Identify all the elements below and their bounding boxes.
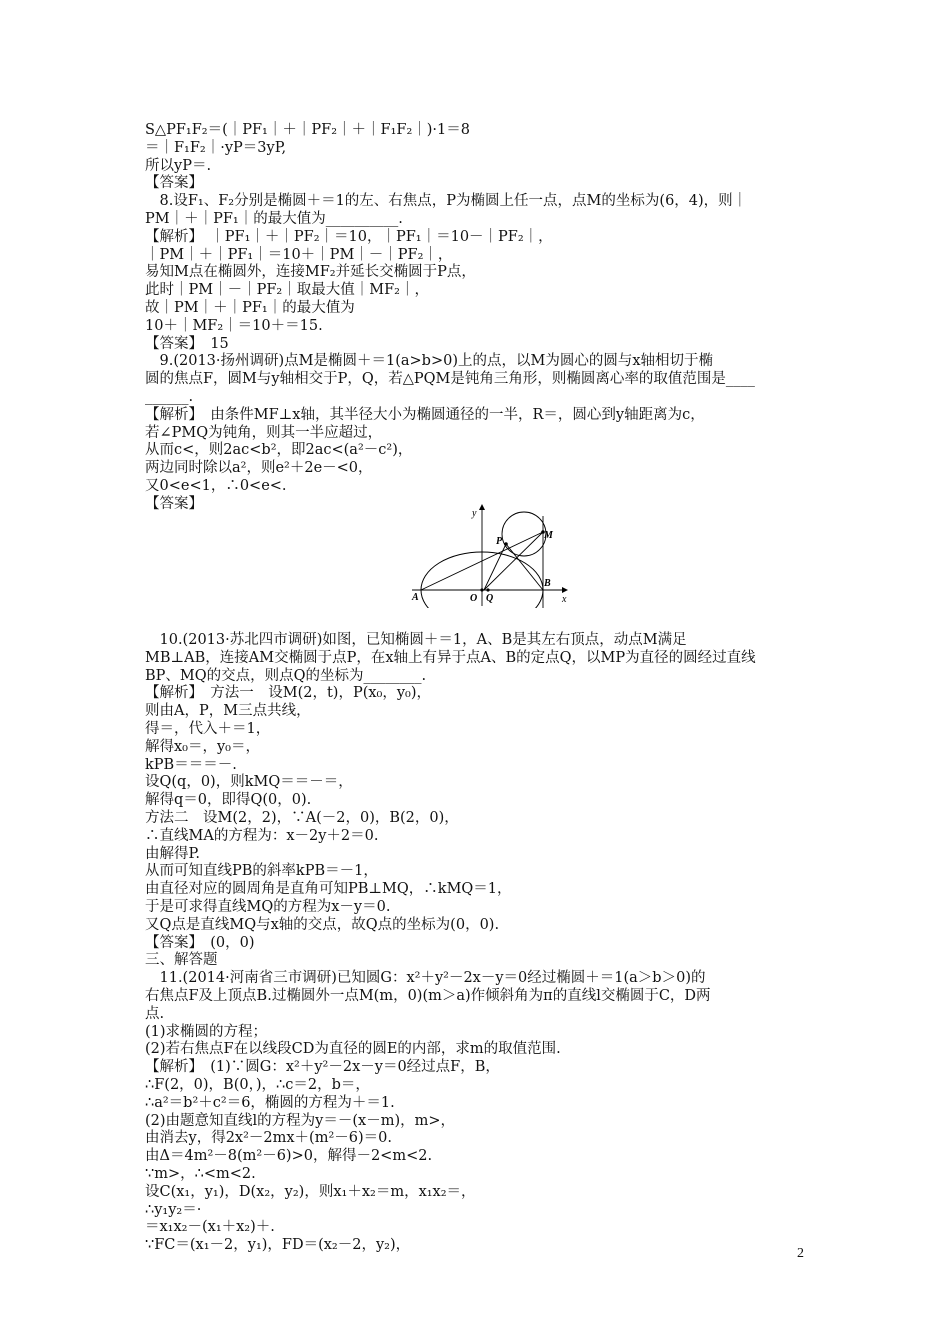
text-line: 设C(x₁，y₁)，D(x₂，y₂)，则x₁＋x₂＝m，x₁x₂＝， [145,1183,476,1200]
text-line: 【解析】 由条件MF⊥x轴，其半径大小为椭圆通径的一半，R＝，圆心到y轴距离为c， [145,406,705,423]
text-line: 于是可求得直线MQ的方程为x－y＝0. [145,898,391,915]
text-line: 【答案】 [145,175,203,192]
text-line: 三、解答题 [145,952,218,969]
text-line: 解得x₀＝，y₀＝， [145,738,260,755]
label-y: y [472,508,477,519]
text-line: ｜PM｜＋｜PF₁｜＝10＋｜PM｜－｜PF₂｜， [145,246,453,263]
text-line: ∴y₁y₂＝· [145,1201,202,1218]
text-line: 由Δ＝4m²－8(m²－6)>0，解得－2<m<2. [145,1148,433,1165]
text-line: 由消去y，得2x²－2mx＋(m²－6)＝0. [145,1130,392,1147]
text-line: PM｜＋｜PF₁｜的最大值为__________. [145,210,403,227]
label-p: P [496,536,503,547]
text-line: 又0<e<1，∴0<e<. [145,477,287,494]
text-line: (2)若右焦点F在以线段CD为直径的圆E的内部，求m的取值范围. [145,1041,561,1058]
text-line: 若∠PMQ为钝角，则其一半应超过， [145,424,383,441]
text-line: 解得q＝0，即得Q(0，0). [145,792,312,809]
text-line: 此时｜PM｜－｜PF₂｜取最大值｜MF₂｜， [145,282,429,299]
point-p [504,542,508,546]
text-line: 右焦点F及上顶点B.过椭圆外一点M(m，0)(m＞a)作倾斜角为π的直线l交椭圆于C，D两 [145,987,711,1004]
text-line: 11.(2014·河南省三市调研)已知圆G：x²＋y²－2x－y＝0经过椭圆＋＝1(a＞b＞0)的 [145,970,706,987]
x-axis-arrow [562,587,568,593]
text-line: ∵m>，∴<m<2. [145,1165,256,1182]
text-line: 10＋｜MF₂｜＝10＋＝15. [145,317,323,334]
line-pq [484,544,506,590]
text-line: 从而可知直线PB的斜率kPB＝－1， [145,863,378,880]
text-line: 从而c<，则2ac<b²，即2ac<(a²－c²)， [145,442,413,459]
text-line: MB⊥AB，连接AM交椭圆于点P，在x轴上有异于点A、B的定点Q，以MP为直径的圆经过直线 [145,649,756,666]
text-line: ∴直线MA的方程为：x－2y＋2＝0. [145,827,379,844]
label-q: Q [486,593,494,604]
text-line: 【答案】 15 [145,335,229,352]
text-line: 【解析】 ｜PF₁｜＋｜PF₂｜＝10，｜PF₁｜＝10－｜PF₂｜， [145,228,553,245]
ellipse-circle-figure [410,504,585,608]
label-m: M [544,530,553,541]
text-line: ______. [145,388,194,405]
label-a: A [412,592,419,603]
text-line: kPB＝＝＝－. [145,756,237,773]
text-line: ＝x₁x₂－(x₁＋x₂)＋. [145,1219,275,1236]
label-b: B [544,578,551,589]
label-x: x [562,594,567,605]
point-o [480,588,483,591]
text-line: ∵FC＝(x₁－2，y₁)，FD＝(x₂－2，y₂)， [145,1237,411,1254]
text-line: 由解得P. [145,845,200,862]
text-line: 9.(2013·扬州调研)点M是椭圆＋＝1(a>b>0)上的点，以M为圆心的圆与x轴相切于椭 [145,353,714,370]
text-line: S△PF₁F₂＝(｜PF₁｜＋｜PF₂｜＋｜F₁F₂｜)·1＝8 [145,122,470,138]
text-line: 由直径对应的圆周角是直角可知PB⊥MQ，∴kMQ＝1， [145,881,512,898]
text-block-bottom [145,632,805,1255]
text-line: 则由A，P，M三点共线， [145,703,311,720]
text-line: 方法二 设M(2，2)，∵A(－2，0)，B(2，0)， [145,809,459,826]
text-line: ＝｜F₁F₂｜·yP＝3yP, [145,139,287,156]
line-qm [484,532,543,590]
text-line: 两边同时除以a²，则e²＋2e－<0， [145,460,373,477]
text-line: (1)求椭圆的方程； [145,1023,268,1040]
text-line: 8.设F₁、F₂分别是椭圆＋＝1的左、右焦点，P为椭圆上任一点，点M的坐标为(6，4)，则｜ [145,193,748,210]
text-block-top [145,122,805,514]
text-line: 得＝，代入＋＝1， [145,720,271,737]
y-axis-arrow [479,504,485,510]
text-line: 【答案】 [145,495,203,512]
text-line: 故｜PM｜＋｜PF₁｜的最大值为 [145,299,355,316]
text-line: 设Q(q，0)，则kMQ＝＝－＝， [145,774,353,791]
text-line: 所以yP＝. [145,157,212,174]
text-line: 【答案】 (0，0) [145,934,255,951]
text-line: ∴F(2，0)，B(0，)，∴c＝2，b＝， [145,1076,370,1093]
text-line: 又Q点是直线MQ与x轴的交点，故Q点的坐标为(0，0). [145,916,500,933]
page-number: 2 [797,1246,804,1261]
text-line: BP、MQ的交点，则点Q的坐标为________. [145,667,427,684]
text-line: (2)由题意知直线l的方程为y＝－(x－m)，m>， [145,1112,456,1129]
text-line: 点. [145,1005,165,1022]
text-line: 【解析】 (1)∵圆G：x²＋y²－2x－y＝0经过点F，B， [145,1059,500,1076]
text-line: ∴a²＝b²＋c²＝6，椭圆的方程为＋＝1. [145,1094,395,1111]
label-o: O [470,593,478,604]
point-q [486,588,489,591]
text-line: 圆的焦点F，圆M与y轴相交于P，Q，若△PQM是钝角三角形，则椭圆离心率的取值范围是____ [145,371,755,388]
text-line: 【解析】 方法一 设M(2，t)，P(x₀，y₀)， [145,685,432,702]
text-line: 易知M点在椭圆外，连接MF₂并延长交椭圆于P点， [145,264,476,281]
text-line: 10.(2013·苏北四市调研)如图，已知椭圆＋＝1，A、B是其左右顶点，动点M满足 [145,632,687,648]
